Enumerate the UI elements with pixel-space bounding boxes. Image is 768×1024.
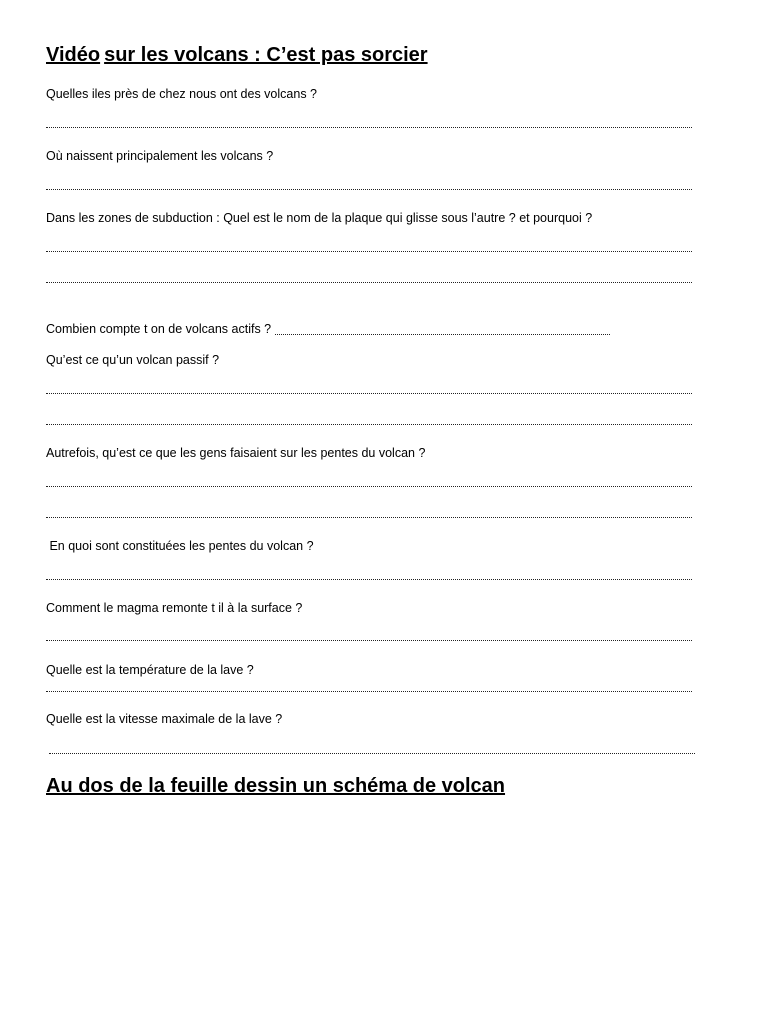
question-2: Où naissent principalement les volcans ?	[46, 149, 274, 163]
title-part-video: Vidéo	[46, 44, 101, 66]
question-7: En quoi sont constituées les pentes du volcan ?	[46, 539, 314, 553]
question-9: Quelle est la température de la lave ?	[46, 663, 254, 677]
answer-line-6b	[46, 517, 692, 518]
question-4-text: Combien compte t on de volcans actifs ?	[46, 322, 272, 336]
answer-line-5b	[46, 424, 692, 425]
question-1: Quelles iles près de chez nous ont des volcans ?	[46, 87, 317, 101]
answer-line-1	[46, 127, 692, 128]
answer-line-5a	[46, 393, 692, 394]
answer-line-8	[46, 640, 692, 641]
question-6: Autrefois, qu’est ce que les gens faisaient sur les pentes du volcan ?	[46, 446, 426, 460]
title-part-subject: sur les volcans : C’est pas sorcier	[104, 44, 428, 66]
answer-line-4	[275, 334, 610, 335]
question-10: Quelle est la vitesse maximale de la lave ?	[46, 712, 283, 726]
answer-line-3a	[46, 251, 692, 252]
answer-line-9	[46, 691, 692, 692]
question-5: Qu’est ce qu’un volcan passif ?	[46, 353, 220, 367]
question-4	[46, 322, 610, 336]
drawing-instruction: Au dos de la feuille dessin un schéma de volcan	[46, 775, 506, 797]
answer-line-7	[46, 579, 692, 580]
answer-line-10	[49, 753, 695, 754]
answer-line-3b	[46, 282, 692, 283]
question-3: Dans les zones de subduction : Quel est le nom de la plaque qui glisse sous l’autre ? et pourquoi ?	[46, 211, 593, 225]
question-8: Comment le magma remonte t il à la surface ?	[46, 601, 303, 615]
answer-line-6a	[46, 486, 692, 487]
answer-line-2	[46, 189, 692, 190]
worksheet-title	[46, 44, 428, 67]
